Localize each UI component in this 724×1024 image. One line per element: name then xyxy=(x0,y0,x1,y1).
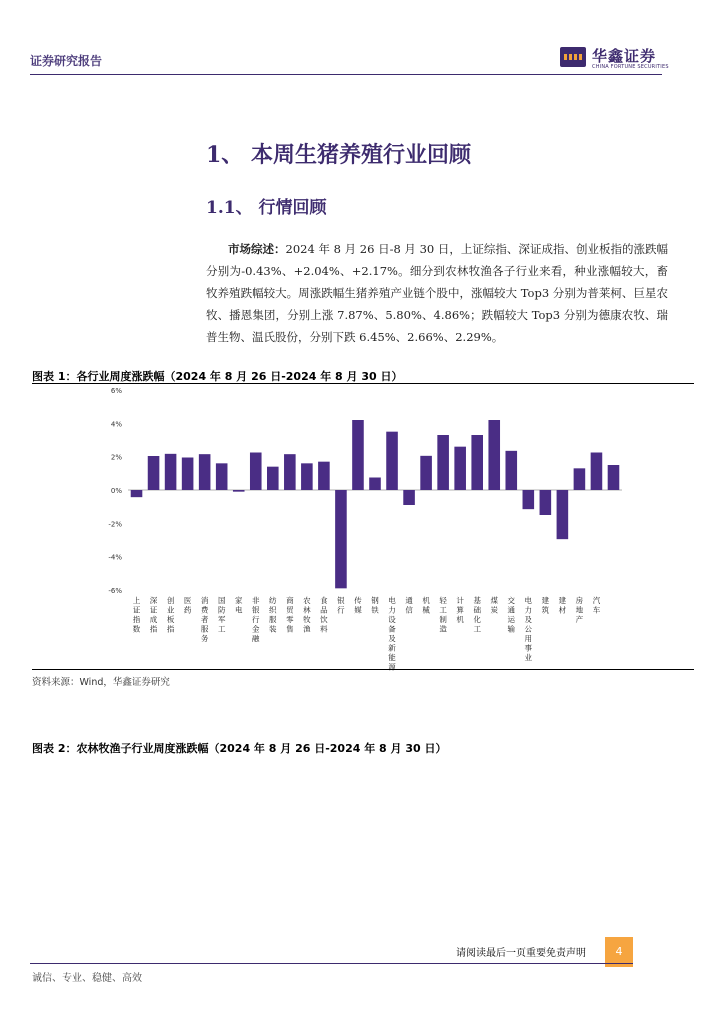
category-label: 煤炭 xyxy=(490,596,498,615)
category-label: 农林牧渔 xyxy=(303,596,311,634)
footer-motto: 诚信、专业、稳健、高效 xyxy=(32,973,142,984)
bar xyxy=(369,478,381,491)
y-tick-label: -6% xyxy=(108,587,122,595)
y-tick-label: 0% xyxy=(110,487,122,495)
bar xyxy=(420,456,432,490)
market-summary-paragraph xyxy=(206,238,668,348)
bar xyxy=(182,458,194,491)
bar xyxy=(250,453,262,491)
logo-mark-icon xyxy=(560,47,586,67)
category-label: 深证成指 xyxy=(149,596,158,634)
bar xyxy=(386,432,398,490)
bar xyxy=(131,490,143,497)
bar xyxy=(165,454,177,490)
bar xyxy=(335,490,347,588)
report-type-label: 证券研究报告 xyxy=(30,54,103,68)
paragraph-text: 2024 年 8 月 26 日-8 月 30 日，上证综指、深证成指、创业板指的涨跌幅分别为-0.43%、+2.04%、+2.17%。细分到农林牧渔各子行业来看，种业涨幅较大，畜牧养殖跌幅较大。周涨跌幅生猪养殖产业链个股中，涨幅较大 Top3 分别为普莱柯、巨星农牧、播恩集团，分别上涨 7.87%、5.80%、4.86%；跌幅较大 Top3 分别为德康农牧、瑞普生物、温氏股份，分别下跌 6.45%、2.66%、2.29%。 xyxy=(206,242,668,344)
figure-1-bottom-rule xyxy=(32,669,694,670)
bar xyxy=(216,463,228,490)
category-label: 轻工制造 xyxy=(439,596,447,634)
bar xyxy=(352,420,364,490)
bar xyxy=(608,465,620,490)
category-label: 电力及公用事业 xyxy=(524,596,533,662)
page-number: 4 xyxy=(605,937,633,967)
bar xyxy=(301,463,313,490)
bar xyxy=(591,453,603,491)
bar xyxy=(454,447,466,490)
figure-1-source: 资料来源：Wind，华鑫证券研究 xyxy=(32,677,170,688)
category-label: 电力设备及新能源 xyxy=(388,596,396,672)
figure-1-title: 图表 1：各行业周度涨跌幅（2024 年 8 月 26 日-2024 年 8 月 30 日） xyxy=(32,370,403,383)
bar xyxy=(403,490,415,505)
category-label: 房地产 xyxy=(575,596,584,624)
bar xyxy=(267,467,279,490)
header-divider xyxy=(30,74,662,75)
category-label: 纺织服装 xyxy=(269,596,277,634)
category-label: 上证指数 xyxy=(132,596,141,634)
disclaimer-notice: 请阅读最后一页重要免责声明 xyxy=(456,948,586,959)
bar xyxy=(199,454,211,490)
category-label: 银行 xyxy=(337,596,345,615)
bar xyxy=(284,454,296,490)
bar xyxy=(318,462,330,490)
bar xyxy=(540,490,552,515)
y-tick-label: 4% xyxy=(110,420,122,429)
y-tick-label: -2% xyxy=(108,520,122,529)
logo-english-name: CHINA FORTUNE SECURITIES xyxy=(592,64,669,70)
category-label: 国防军工 xyxy=(217,596,226,634)
bar xyxy=(148,456,160,490)
category-label: 商贸零售 xyxy=(286,596,294,634)
bar xyxy=(505,451,517,490)
figure-2-title: 图表 2：农林牧渔子行业周度涨跌幅（2024 年 8 月 26 日-2024 年 8 月 30 日） xyxy=(32,742,447,755)
y-tick-label: 2% xyxy=(110,453,122,462)
bar xyxy=(523,490,535,509)
paragraph-lead: 市场综述： xyxy=(228,242,286,256)
subsection-heading: 1.1、 行情回顾 xyxy=(206,198,327,218)
bar xyxy=(233,490,245,492)
category-label: 建筑 xyxy=(541,596,550,615)
bar xyxy=(574,468,586,490)
category-label: 交通运输 xyxy=(507,596,516,634)
category-label: 基础化工 xyxy=(473,596,481,634)
y-tick-label: 6% xyxy=(110,387,122,395)
category-label: 家电 xyxy=(234,596,243,615)
bar xyxy=(437,435,449,490)
category-label: 通信 xyxy=(405,596,413,615)
category-label: 食品饮料 xyxy=(320,596,328,634)
bar xyxy=(488,420,500,490)
category-label: 传媒 xyxy=(354,596,362,615)
category-label: 非银行金融 xyxy=(252,596,260,643)
category-label: 计算机 xyxy=(456,596,464,624)
figure-1-top-rule xyxy=(32,383,694,384)
category-label: 消费者服务 xyxy=(200,596,209,643)
category-label: 建材 xyxy=(558,596,567,615)
y-tick-label: -4% xyxy=(108,553,122,562)
category-label: 汽车 xyxy=(592,596,601,615)
logo-chinese-name: 华鑫证券 xyxy=(592,47,657,65)
bar xyxy=(471,435,483,490)
category-label: 医药 xyxy=(183,596,192,615)
category-label: 创业板指 xyxy=(166,596,175,634)
category-label: 机械 xyxy=(422,596,430,615)
section-heading: 1、 本周生猪养殖行业回顾 xyxy=(206,142,471,168)
category-label: 钢铁 xyxy=(371,596,379,615)
footer-divider xyxy=(30,963,633,964)
bar xyxy=(557,490,569,539)
company-logo xyxy=(560,44,670,72)
